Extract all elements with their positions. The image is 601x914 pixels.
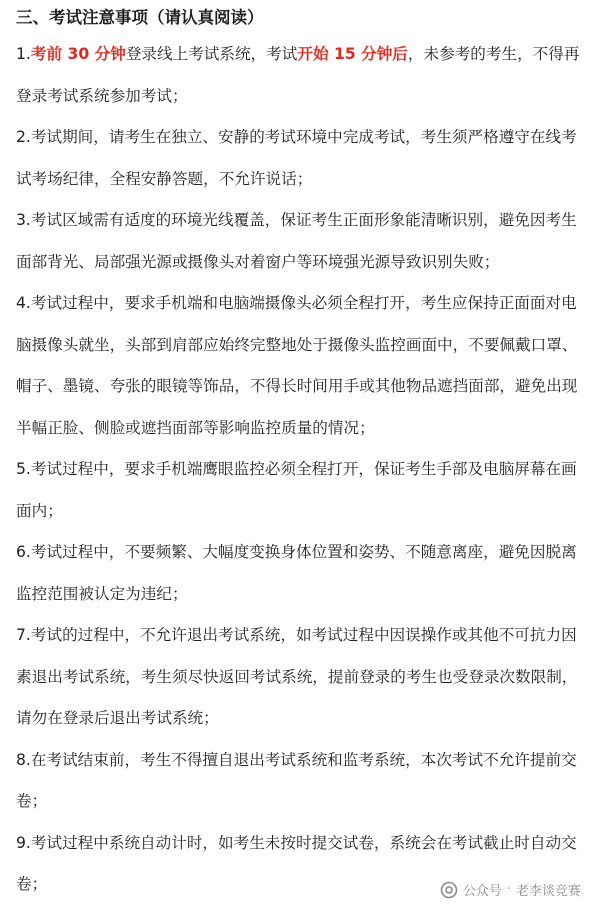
wechat-official-account-icon: [440, 881, 458, 899]
notice-item-5: 5.考试过程中，要求手机端鹰眼监控必须全程打开，保证考生手部及电脑屏幕在画面内；: [16, 460, 577, 520]
highlight-late-limit: 开始 15 分钟后: [297, 45, 408, 63]
document-body: [16, 6, 591, 906]
watermark-separator: ·: [506, 882, 511, 897]
notice-item-7: 7.考试的过程中，不允许退出考试系统，如考试过程中因误操作或其他不可抗力因素退出考试系统，考生须尽快返回考试系统，提前登录的考生也受登录次数限制，请勿在登录后退出考试系统；: [16, 626, 578, 727]
notice-item-3: 3.考试区域需有适度的环境光线覆盖，保证考生正面形象能清晰识别，避免因考生面部背光、局部强光源或摄像头对着窗户等环境强光源导致识别失败；: [16, 211, 577, 271]
notice-item-4: 4.考试过程中，要求手机端和电脑端摄像头必须全程打开，考生应保持正面面对电脑摄像头就坐，头部到肩部应始终完整地处于摄像头监控画面中，不要佩戴口罩、帽子、墨镜、夸张的眼镜等饰品，不得长时间用手或其他物品遮挡面部，避免出现半幅正脸、侧脸或遮挡面部等影响监控质量的情况；: [16, 294, 578, 437]
notice-item-2: 2.考试期间，请考生在独立、安静的考试环境中完成考试，考生须严格遵守在线考试考场纪律，全程安静答题，不允许说话；: [16, 128, 577, 188]
notice-item-6: 6.考试过程中，不要频繁、大幅度变换身体位置和姿势、不随意离座，避免因脱离监控范围被认定为违纪；: [16, 543, 577, 603]
notice-item-9: 9.考试过程中系统自动计时，如考生未按时提交试卷，系统会在考试截止时自动交卷；: [16, 833, 577, 893]
section-title: 三、考试注意事项（请认真阅读）: [16, 8, 264, 27]
highlight-login-time: 考前 30 分钟: [30, 45, 126, 63]
notice-item-8: 8.在考试结束前，考生不得擅自退出考试系统和监考系统，本次考试不允许提前交卷；: [16, 750, 577, 810]
item-1-middle-text: 登录线上考试系统，考试: [125, 45, 298, 63]
item-1-number: 1.: [16, 45, 31, 63]
watermark: [436, 879, 585, 900]
watermark-prefix: 公众号: [462, 884, 502, 899]
item-1-rest-text: ，未参考的考生，不得再登录考试系统参加考试；: [16, 45, 580, 105]
notice-item-1: [16, 34, 591, 117]
watermark-account-name: 老李谈竞赛: [515, 884, 581, 899]
